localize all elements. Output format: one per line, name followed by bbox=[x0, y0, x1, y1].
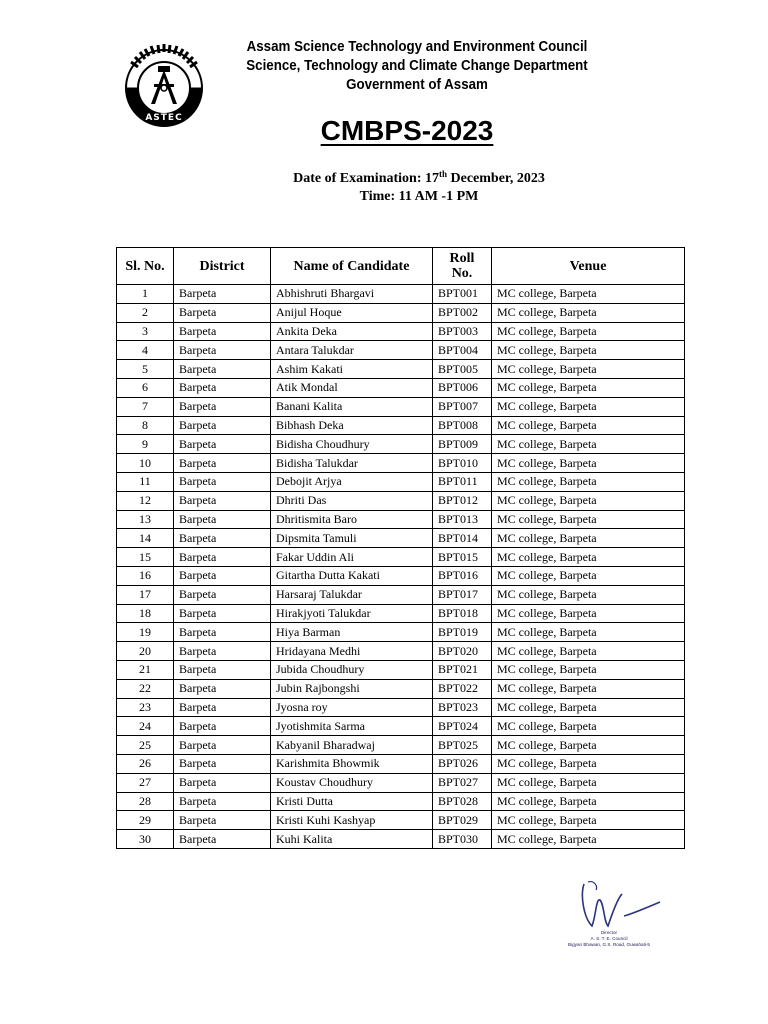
table-row bbox=[117, 679, 685, 698]
table-row bbox=[117, 830, 685, 849]
cell-roll-no: BPT001 bbox=[433, 285, 492, 304]
cell-sl-no: 24 bbox=[117, 717, 174, 736]
exam-info bbox=[0, 170, 768, 206]
cell-district: Barpeta bbox=[174, 754, 271, 773]
table-row bbox=[117, 529, 685, 548]
header-roll-no bbox=[433, 248, 492, 285]
cell-venue: MC college, Barpeta bbox=[492, 754, 685, 773]
cell-district: Barpeta bbox=[174, 529, 271, 548]
cell-sl-no: 1 bbox=[117, 285, 174, 304]
cell-venue: MC college, Barpeta bbox=[492, 491, 685, 510]
cell-sl-no: 10 bbox=[117, 454, 174, 473]
cell-district: Barpeta bbox=[174, 811, 271, 830]
cell-sl-no: 18 bbox=[117, 604, 174, 623]
cell-venue: MC college, Barpeta bbox=[492, 416, 685, 435]
exam-date-prefix: Date of Examination: 17 bbox=[293, 171, 439, 186]
table-row bbox=[117, 566, 685, 585]
table-row bbox=[117, 285, 685, 304]
cell-name: Kuhi Kalita bbox=[271, 830, 433, 849]
cell-sl-no: 21 bbox=[117, 660, 174, 679]
cell-roll-no: BPT004 bbox=[433, 341, 492, 360]
cell-name: Gitartha Dutta Kakati bbox=[271, 566, 433, 585]
table-row bbox=[117, 341, 685, 360]
cell-venue: MC college, Barpeta bbox=[492, 830, 685, 849]
cell-name: Hiya Barman bbox=[271, 623, 433, 642]
cell-roll-no: BPT019 bbox=[433, 623, 492, 642]
cell-roll-no: BPT022 bbox=[433, 679, 492, 698]
cell-district: Barpeta bbox=[174, 454, 271, 473]
cell-venue: MC college, Barpeta bbox=[492, 322, 685, 341]
cell-venue: MC college, Barpeta bbox=[492, 642, 685, 661]
header-roll-no-text: Roll No. bbox=[449, 251, 475, 281]
cell-roll-no: BPT021 bbox=[433, 660, 492, 679]
cell-district: Barpeta bbox=[174, 435, 271, 454]
cell-district: Barpeta bbox=[174, 717, 271, 736]
cell-venue: MC college, Barpeta bbox=[492, 566, 685, 585]
cell-sl-no: 12 bbox=[117, 491, 174, 510]
cell-sl-no: 23 bbox=[117, 698, 174, 717]
exam-time: Time: 11 AM -1 PM bbox=[359, 189, 479, 204]
table-row bbox=[117, 491, 685, 510]
cell-name: Bibhash Deka bbox=[271, 416, 433, 435]
cell-name: Jyotishmita Sarma bbox=[271, 717, 433, 736]
cell-roll-no: BPT013 bbox=[433, 510, 492, 529]
cell-venue: MC college, Barpeta bbox=[492, 717, 685, 736]
cell-district: Barpeta bbox=[174, 830, 271, 849]
header-sl-no: Sl. No. bbox=[117, 248, 174, 285]
cell-sl-no: 15 bbox=[117, 548, 174, 567]
cell-venue: MC college, Barpeta bbox=[492, 472, 685, 491]
cell-roll-no: BPT023 bbox=[433, 698, 492, 717]
cell-district: Barpeta bbox=[174, 416, 271, 435]
cell-name: Banani Kalita bbox=[271, 397, 433, 416]
cell-roll-no: BPT007 bbox=[433, 397, 492, 416]
cell-venue: MC college, Barpeta bbox=[492, 397, 685, 416]
exam-date bbox=[0, 170, 768, 188]
cell-district: Barpeta bbox=[174, 792, 271, 811]
cell-venue: MC college, Barpeta bbox=[492, 660, 685, 679]
cell-name: Koustav Choudhury bbox=[271, 773, 433, 792]
cell-roll-no: BPT018 bbox=[433, 604, 492, 623]
cell-sl-no: 5 bbox=[117, 360, 174, 379]
candidate-table bbox=[116, 247, 685, 849]
cell-name: Jyosna roy bbox=[271, 698, 433, 717]
cell-name: Debojit Arjya bbox=[271, 472, 433, 491]
cell-district: Barpeta bbox=[174, 604, 271, 623]
cell-roll-no: BPT027 bbox=[433, 773, 492, 792]
cell-district: Barpeta bbox=[174, 566, 271, 585]
table-row bbox=[117, 736, 685, 755]
cell-district: Barpeta bbox=[174, 285, 271, 304]
cell-name: Fakar Uddin Ali bbox=[271, 548, 433, 567]
cell-roll-no: BPT011 bbox=[433, 472, 492, 491]
cell-district: Barpeta bbox=[174, 472, 271, 491]
signature-caption bbox=[548, 930, 670, 947]
cell-venue: MC college, Barpeta bbox=[492, 285, 685, 304]
cell-district: Barpeta bbox=[174, 773, 271, 792]
cell-roll-no: BPT025 bbox=[433, 736, 492, 755]
cell-sl-no: 30 bbox=[117, 830, 174, 849]
org-line-2: Science, Technology and Climate Change Department bbox=[246, 58, 588, 74]
cell-name: Karishmita Bhowmik bbox=[271, 754, 433, 773]
cell-roll-no: BPT009 bbox=[433, 435, 492, 454]
cell-district: Barpeta bbox=[174, 679, 271, 698]
cell-sl-no: 4 bbox=[117, 341, 174, 360]
cell-name: Hirakjyoti Talukdar bbox=[271, 604, 433, 623]
cell-name: Kabyanil Bharadwaj bbox=[271, 736, 433, 755]
cell-roll-no: BPT012 bbox=[433, 491, 492, 510]
table-row bbox=[117, 322, 685, 341]
cell-sl-no: 29 bbox=[117, 811, 174, 830]
org-line-3: Government of Assam bbox=[346, 77, 488, 93]
cell-name: Dhritismita Baro bbox=[271, 510, 433, 529]
table-row bbox=[117, 360, 685, 379]
cell-sl-no: 8 bbox=[117, 416, 174, 435]
cell-roll-no: BPT029 bbox=[433, 811, 492, 830]
cell-venue: MC college, Barpeta bbox=[492, 360, 685, 379]
table-row bbox=[117, 472, 685, 491]
cell-venue: MC college, Barpeta bbox=[492, 792, 685, 811]
cell-sl-no: 22 bbox=[117, 679, 174, 698]
cell-sl-no: 27 bbox=[117, 773, 174, 792]
cell-sl-no: 26 bbox=[117, 754, 174, 773]
table-row bbox=[117, 754, 685, 773]
cell-name: Hridayana Medhi bbox=[271, 642, 433, 661]
cell-sl-no: 13 bbox=[117, 510, 174, 529]
table-row bbox=[117, 585, 685, 604]
logo-lettering: ASTEC bbox=[145, 113, 183, 123]
cell-sl-no: 20 bbox=[117, 642, 174, 661]
cell-roll-no: BPT002 bbox=[433, 303, 492, 322]
cell-district: Barpeta bbox=[174, 322, 271, 341]
cell-venue: MC college, Barpeta bbox=[492, 698, 685, 717]
table-row bbox=[117, 604, 685, 623]
cell-name: Bidisha Choudhury bbox=[271, 435, 433, 454]
cell-name: Ankita Deka bbox=[271, 322, 433, 341]
cell-sl-no: 3 bbox=[117, 322, 174, 341]
cell-district: Barpeta bbox=[174, 623, 271, 642]
cell-name: Ashim Kakati bbox=[271, 360, 433, 379]
cell-venue: MC college, Barpeta bbox=[492, 435, 685, 454]
cell-sl-no: 11 bbox=[117, 472, 174, 491]
cell-roll-no: BPT020 bbox=[433, 642, 492, 661]
cell-name: Jubin Rajbongshi bbox=[271, 679, 433, 698]
exam-date-rest: December, 2023 bbox=[447, 171, 545, 186]
cell-roll-no: BPT024 bbox=[433, 717, 492, 736]
header-district: District bbox=[174, 248, 271, 285]
header-venue: Venue bbox=[492, 248, 685, 285]
table-header-row bbox=[117, 248, 685, 285]
cell-roll-no: BPT016 bbox=[433, 566, 492, 585]
cell-district: Barpeta bbox=[174, 585, 271, 604]
table-row bbox=[117, 548, 685, 567]
cell-sl-no: 25 bbox=[117, 736, 174, 755]
cell-roll-no: BPT006 bbox=[433, 378, 492, 397]
cell-roll-no: BPT010 bbox=[433, 454, 492, 473]
table-row bbox=[117, 454, 685, 473]
cell-district: Barpeta bbox=[174, 303, 271, 322]
header-name: Name of Candidate bbox=[271, 248, 433, 285]
cell-venue: MC college, Barpeta bbox=[492, 303, 685, 322]
cell-sl-no: 16 bbox=[117, 566, 174, 585]
cell-roll-no: BPT005 bbox=[433, 360, 492, 379]
cell-sl-no: 7 bbox=[117, 397, 174, 416]
cell-venue: MC college, Barpeta bbox=[492, 623, 685, 642]
cell-sl-no: 6 bbox=[117, 378, 174, 397]
cell-venue: MC college, Barpeta bbox=[492, 736, 685, 755]
table-row bbox=[117, 792, 685, 811]
signature-line-1: Director bbox=[600, 930, 618, 935]
table-row bbox=[117, 416, 685, 435]
table-row bbox=[117, 510, 685, 529]
cell-district: Barpeta bbox=[174, 642, 271, 661]
cell-sl-no: 2 bbox=[117, 303, 174, 322]
page-title: CMBPS-2023 bbox=[320, 115, 494, 146]
cell-venue: MC college, Barpeta bbox=[492, 773, 685, 792]
cell-name: Antara Talukdar bbox=[271, 341, 433, 360]
table-row bbox=[117, 717, 685, 736]
cell-district: Barpeta bbox=[174, 491, 271, 510]
table-row bbox=[117, 378, 685, 397]
cell-district: Barpeta bbox=[174, 510, 271, 529]
cell-roll-no: BPT028 bbox=[433, 792, 492, 811]
cell-name: Atik Mondal bbox=[271, 378, 433, 397]
org-line-1: Assam Science Technology and Environment Council bbox=[246, 39, 588, 55]
organization-header bbox=[238, 38, 597, 95]
cell-roll-no: BPT014 bbox=[433, 529, 492, 548]
cell-district: Barpeta bbox=[174, 378, 271, 397]
cell-name: Kristi Kuhi Kashyap bbox=[271, 811, 433, 830]
cell-venue: MC college, Barpeta bbox=[492, 454, 685, 473]
cell-name: Dhriti Das bbox=[271, 491, 433, 510]
table-row bbox=[117, 397, 685, 416]
cell-district: Barpeta bbox=[174, 660, 271, 679]
cell-venue: MC college, Barpeta bbox=[492, 548, 685, 567]
cell-roll-no: BPT015 bbox=[433, 548, 492, 567]
cell-name: Abhishruti Bhargavi bbox=[271, 285, 433, 304]
cell-district: Barpeta bbox=[174, 341, 271, 360]
cell-sl-no: 14 bbox=[117, 529, 174, 548]
table-row bbox=[117, 811, 685, 830]
cell-name: Bidisha Talukdar bbox=[271, 454, 433, 473]
cell-roll-no: BPT017 bbox=[433, 585, 492, 604]
cell-venue: MC college, Barpeta bbox=[492, 679, 685, 698]
cell-venue: MC college, Barpeta bbox=[492, 585, 685, 604]
cell-name: Jubida Choudhury bbox=[271, 660, 433, 679]
table-row bbox=[117, 623, 685, 642]
cell-roll-no: BPT026 bbox=[433, 754, 492, 773]
cell-name: Dipsmita Tamuli bbox=[271, 529, 433, 548]
table-row bbox=[117, 642, 685, 661]
cell-district: Barpeta bbox=[174, 360, 271, 379]
exam-date-sup: th bbox=[438, 169, 447, 179]
table-row bbox=[117, 660, 685, 679]
cell-venue: MC college, Barpeta bbox=[492, 341, 685, 360]
cell-roll-no: BPT030 bbox=[433, 830, 492, 849]
cell-roll-no: BPT008 bbox=[433, 416, 492, 435]
cell-sl-no: 9 bbox=[117, 435, 174, 454]
cell-venue: MC college, Barpeta bbox=[492, 378, 685, 397]
cell-district: Barpeta bbox=[174, 397, 271, 416]
table-row bbox=[117, 435, 685, 454]
cell-name: Kristi Dutta bbox=[271, 792, 433, 811]
cell-district: Barpeta bbox=[174, 548, 271, 567]
cell-venue: MC college, Barpeta bbox=[492, 811, 685, 830]
signature-line-3: Bigyan Bhawan, G.S. Road, Guwahati-5 bbox=[568, 941, 650, 947]
cell-sl-no: 19 bbox=[117, 623, 174, 642]
cell-district: Barpeta bbox=[174, 736, 271, 755]
cell-roll-no: BPT003 bbox=[433, 322, 492, 341]
cell-venue: MC college, Barpeta bbox=[492, 529, 685, 548]
signature-line-2: A. S. T. E. Council bbox=[590, 935, 628, 941]
table-row bbox=[117, 698, 685, 717]
cell-name: Harsaraj Talukdar bbox=[271, 585, 433, 604]
cell-venue: MC college, Barpeta bbox=[492, 510, 685, 529]
cell-venue: MC college, Barpeta bbox=[492, 604, 685, 623]
table-row bbox=[117, 303, 685, 322]
cell-name: Anijul Hoque bbox=[271, 303, 433, 322]
table-row bbox=[117, 773, 685, 792]
cell-sl-no: 28 bbox=[117, 792, 174, 811]
cell-district: Barpeta bbox=[174, 698, 271, 717]
cell-sl-no: 17 bbox=[117, 585, 174, 604]
